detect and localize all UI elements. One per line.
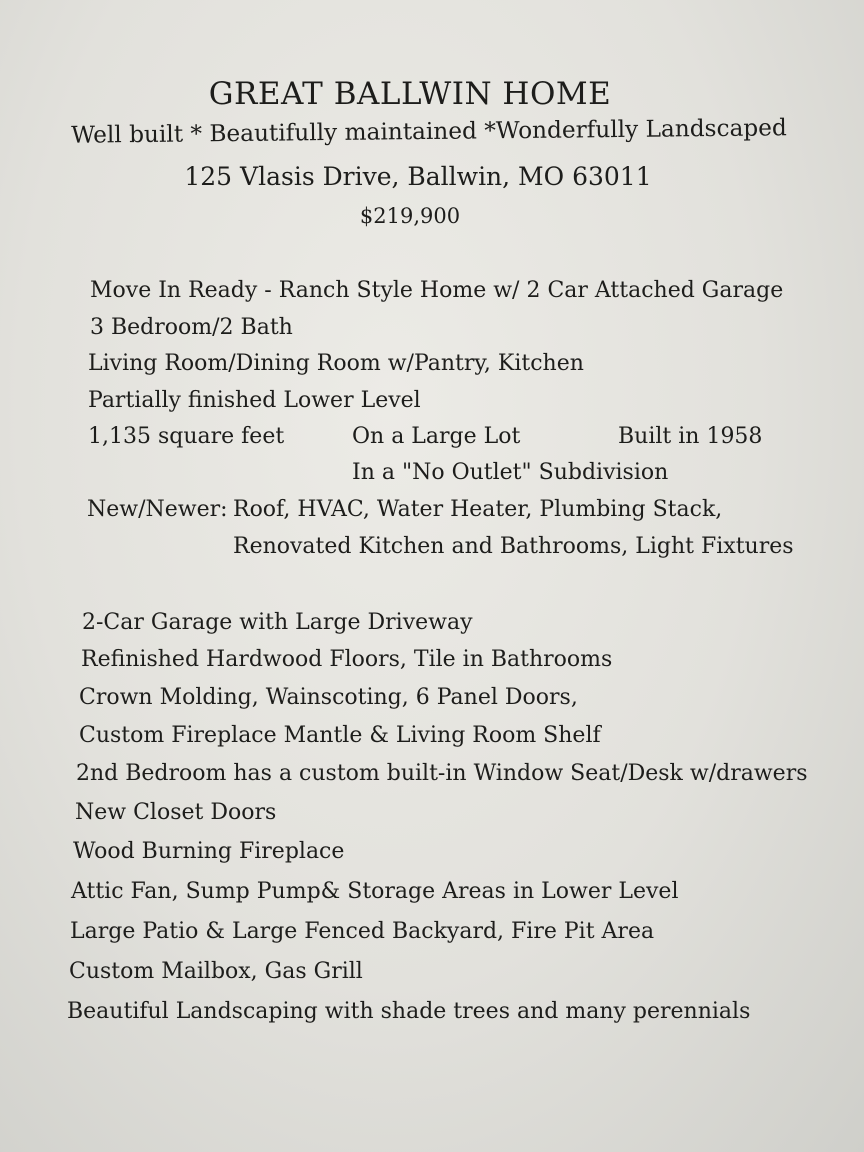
feature-item: Beautiful Landscaping with shade trees and many perennials bbox=[67, 999, 751, 1024]
feature-item: Crown Molding, Wainscoting, 6 Panel Doors, bbox=[79, 685, 578, 710]
feature-item: 2-Car Garage with Large Driveway bbox=[82, 610, 473, 635]
flyer-title: GREAT BALLWIN HOME bbox=[208, 76, 612, 112]
feature-item: 2nd Bedroom has a custom built-in Window Seat/Desk w/drawers bbox=[76, 761, 808, 786]
feature-item: Large Patio & Large Fenced Backyard, Fire Pit Area bbox=[70, 919, 655, 944]
feature-item: Custom Mailbox, Gas Grill bbox=[69, 959, 363, 984]
feature-item: Attic Fan, Sump Pump& Storage Areas in Lower Level bbox=[71, 879, 679, 904]
detail-newer-items-1: Roof, HVAC, Water Heater, Plumbing Stack, bbox=[233, 497, 723, 522]
detail-line-rooms: Living Room/Dining Room w/Pantry, Kitchen bbox=[88, 351, 584, 376]
property-address: 125 Vlasis Drive, Ballwin, MO 63011 bbox=[184, 162, 652, 191]
feature-item: New Closet Doors bbox=[75, 800, 277, 825]
feature-item: Custom Fireplace Mantle & Living Room Shelf bbox=[79, 723, 601, 748]
detail-year-built: Built in 1958 bbox=[618, 424, 763, 449]
detail-lot: On a Large Lot bbox=[352, 424, 521, 449]
detail-subdivision: In a "No Outlet" Subdivision bbox=[352, 460, 669, 485]
detail-newer-label: New/Newer: bbox=[87, 497, 228, 522]
detail-square-feet: 1,135 square feet bbox=[88, 424, 285, 449]
detail-newer-items-2: Renovated Kitchen and Bathrooms, Light Fixtures bbox=[233, 534, 794, 559]
property-price: $219,900 bbox=[359, 204, 461, 228]
flyer-subtitle: Well built * Beautifully maintained *Wonderfully Landscaped bbox=[71, 114, 787, 149]
feature-item: Refinished Hardwood Floors, Tile in Bathrooms bbox=[81, 647, 613, 672]
detail-line-lower-level: Partially finished Lower Level bbox=[88, 388, 421, 413]
detail-line-bedrooms: 3 Bedroom/2 Bath bbox=[90, 315, 293, 340]
feature-item: Wood Burning Fireplace bbox=[73, 839, 345, 864]
detail-line-style: Move In Ready - Ranch Style Home w/ 2 Car Attached Garage bbox=[90, 278, 784, 303]
